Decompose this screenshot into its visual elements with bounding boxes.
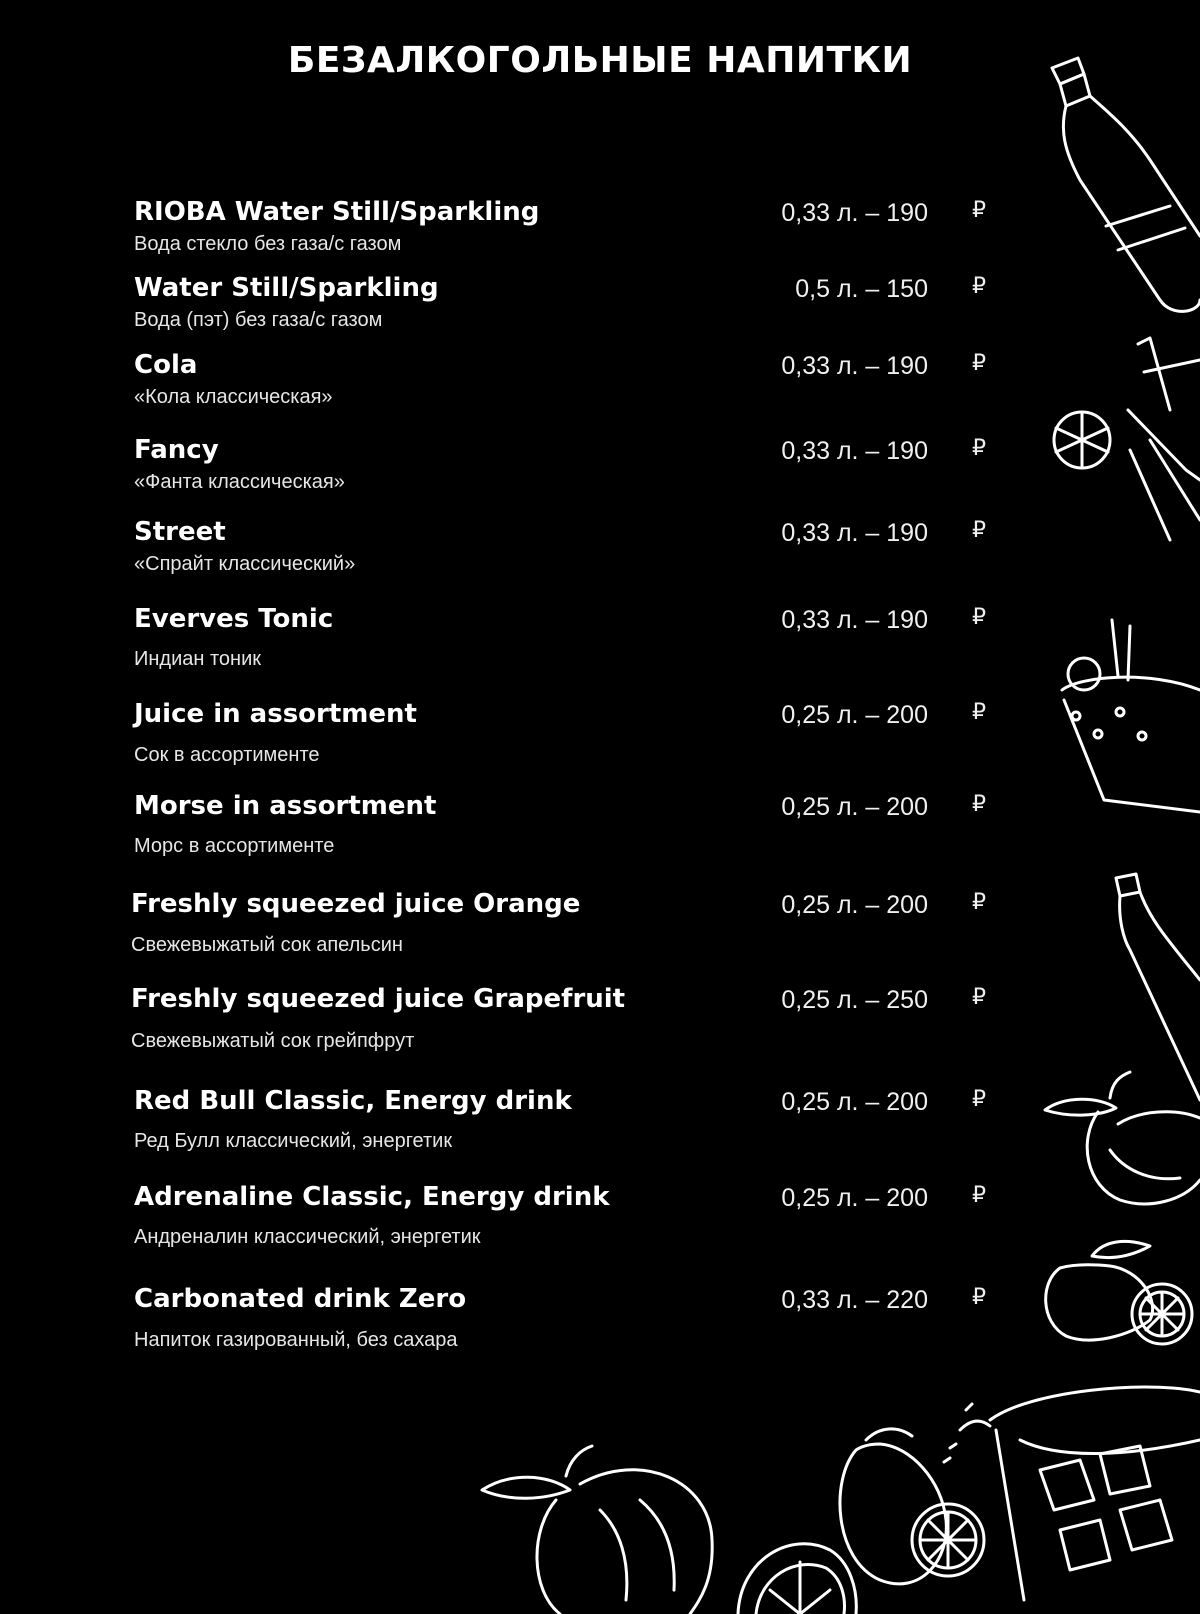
item-price: 0,5 л. – 150: [795, 275, 928, 303]
item-description: Свежевыжатый сок грейпфрут: [131, 1030, 415, 1052]
item-name: Water Still/Sparkling: [134, 273, 439, 303]
menu-item: [0, 272, 1200, 352]
currency-symbol: ₽: [972, 1087, 986, 1112]
item-price: 0,25 л. – 250: [781, 986, 928, 1014]
item-name: Freshly squeezed juice Grapefruit: [131, 984, 626, 1014]
item-description: Сок в ассортименте: [134, 744, 320, 766]
item-description: Индиан тоник: [134, 648, 262, 670]
menu-item: [0, 1283, 1200, 1363]
item-name: Adrenaline Classic, Energy drink: [134, 1182, 610, 1212]
lemon-icon: [840, 1429, 984, 1584]
menu-item: [0, 1085, 1200, 1165]
currency-symbol: ₽: [972, 274, 986, 299]
item-name: Fancy: [134, 435, 219, 465]
item-description: Вода (пэт) без газа/с газом: [134, 309, 383, 331]
item-description: «Фанта классическая»: [134, 471, 345, 493]
menu-item: [0, 790, 1200, 870]
item-description: Андреналин классический, энергетик: [134, 1226, 481, 1248]
menu-item: [0, 603, 1200, 683]
orange-slice-icon: [738, 1544, 856, 1614]
currency-symbol: ₽: [972, 351, 986, 376]
item-price: 0,33 л. – 190: [781, 437, 928, 465]
item-price: 0,33 л. – 220: [781, 1286, 928, 1314]
item-price: 0,33 л. – 190: [781, 352, 928, 380]
menu-item: [0, 434, 1200, 514]
item-price: 0,33 л. – 190: [781, 519, 928, 547]
item-price: 0,25 л. – 200: [781, 701, 928, 729]
item-name: Juice in assortment: [134, 699, 417, 729]
currency-symbol: ₽: [972, 1183, 986, 1208]
item-price: 0,33 л. – 190: [781, 606, 928, 634]
currency-symbol: ₽: [972, 985, 986, 1010]
menu-item: [0, 516, 1200, 596]
currency-symbol: ₽: [972, 792, 986, 817]
item-name: Everves Tonic: [134, 604, 334, 634]
menu-item: [0, 888, 1200, 968]
currency-symbol: ₽: [972, 700, 986, 725]
item-name: Cola: [134, 350, 198, 380]
item-price: 0,25 л. – 200: [781, 1184, 928, 1212]
item-name: Morse in assortment: [134, 791, 437, 821]
item-description: Ред Булл классический, энергетик: [134, 1130, 453, 1152]
menu-item: [0, 983, 1200, 1063]
currency-symbol: ₽: [972, 890, 986, 915]
page-title: БЕЗАЛКОГОЛЬНЫЕ НАПИТКИ: [287, 40, 913, 81]
item-name: Street: [134, 517, 226, 547]
item-description: Свежевыжатый сок апельсин: [131, 934, 403, 956]
currency-symbol: ₽: [972, 1285, 986, 1310]
item-price: 0,25 л. – 200: [781, 1088, 928, 1116]
item-price: 0,33 л. – 190: [781, 199, 928, 227]
item-name: Carbonated drink Zero: [134, 1284, 467, 1314]
ice-glass-icon: [944, 1387, 1200, 1600]
item-description: «Спрайт классический»: [134, 553, 356, 575]
currency-symbol: ₽: [972, 518, 986, 543]
currency-symbol: ₽: [972, 198, 986, 223]
item-description: Напиток газированный, без сахара: [134, 1329, 458, 1351]
item-name: Red Bull Classic, Energy drink: [134, 1086, 572, 1116]
apple-icon: [482, 1446, 712, 1614]
menu-item: [0, 698, 1200, 778]
item-name: RIOBA Water Still/Sparkling: [134, 197, 540, 227]
item-price: 0,25 л. – 200: [781, 891, 928, 919]
currency-symbol: ₽: [972, 436, 986, 461]
item-description: «Кола классическая»: [134, 386, 333, 408]
menu-item: [0, 1181, 1200, 1261]
currency-symbol: ₽: [972, 605, 986, 630]
item-description: Вода стекло без газа/с газом: [134, 233, 402, 255]
item-description: Морс в ассортименте: [134, 835, 335, 857]
menu-item: [0, 196, 1200, 276]
item-name: Freshly squeezed juice Orange: [131, 889, 581, 919]
menu-item: [0, 349, 1200, 429]
item-price: 0,25 л. – 200: [781, 793, 928, 821]
